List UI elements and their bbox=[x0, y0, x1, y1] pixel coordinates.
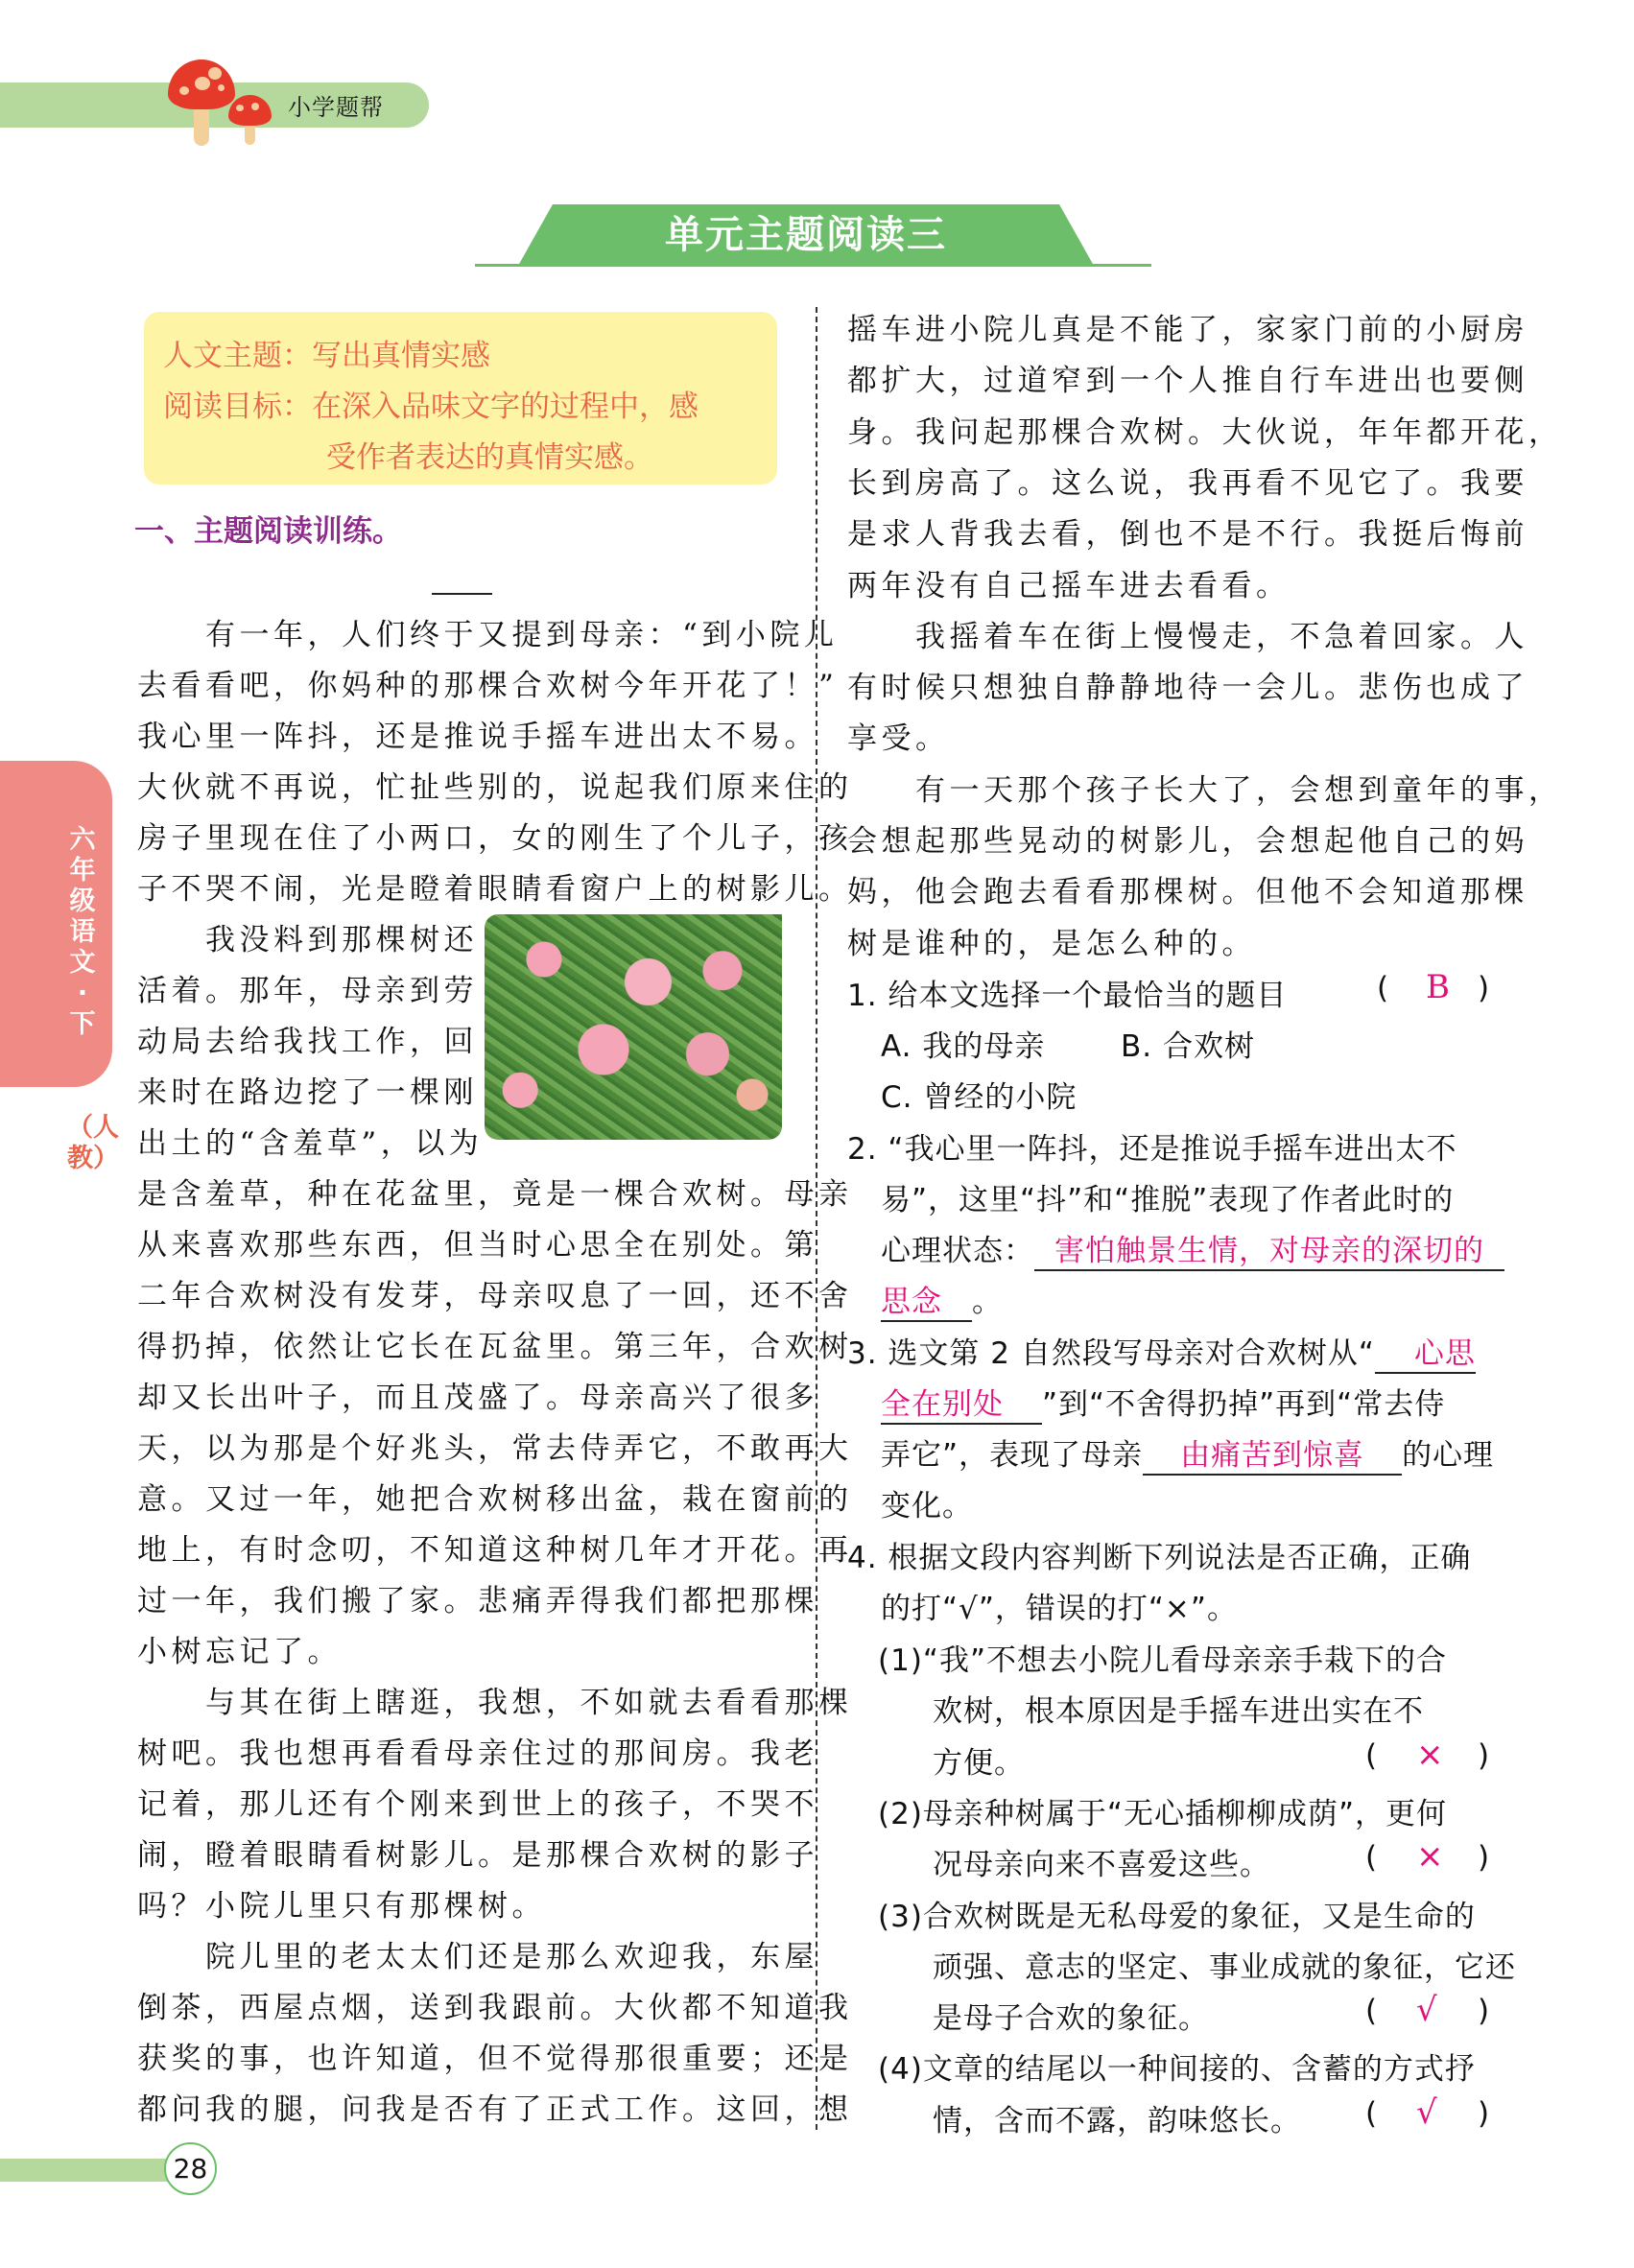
passage-line: 去看看吧，你妈种的那棵合欢树今年开花了！” bbox=[137, 669, 839, 703]
passage-line: 记着，那儿还有个刚来到世上的孩子，不哭不 bbox=[137, 1787, 818, 1822]
mushroom-small-icon bbox=[228, 95, 272, 145]
passage-line: 倒茶，西屋点烟，送到我跟前。大伙都不知道我 bbox=[137, 1991, 853, 2025]
q4-item-3-line: (3)合欢树既是无私母爱的象征，又是生命的 bbox=[878, 1899, 1476, 1934]
q4-paren-open: ( bbox=[1365, 1737, 1378, 1773]
passage-line: 摇车进小院儿真是不能了，家家门前的小厨房 bbox=[847, 313, 1528, 347]
q4-item-2-mark: × bbox=[1416, 1837, 1444, 1877]
q4-item-1-line: 欢树，根本原因是手摇车进出实在不 bbox=[933, 1694, 1424, 1730]
passage-line: 享受。 bbox=[847, 721, 950, 757]
target-label-line2: 受作者表达的真情实感。 bbox=[326, 440, 653, 475]
page-title: 单元主题阅读三 bbox=[665, 213, 947, 257]
q4-paren-open: ( bbox=[1365, 1840, 1378, 1876]
q4-item-4-mark: √ bbox=[1416, 2092, 1437, 2132]
passage-title-blank bbox=[432, 593, 492, 595]
passage-line: 过一年，我们搬了家。悲痛弄得我们都把那棵 bbox=[137, 1584, 818, 1618]
question-3-line3 bbox=[881, 1430, 1494, 1476]
passage-line: 两年没有自己摇车进去看看。 bbox=[847, 568, 1291, 603]
question-3-line1 bbox=[847, 1329, 1476, 1374]
q1-paren-open: ( bbox=[1377, 971, 1389, 1005]
q3-answer2-blank: 由痛苦到惊喜 bbox=[1143, 1430, 1402, 1476]
edition-label: （人教） bbox=[67, 1113, 119, 1173]
passage-line: 有时候只想独自静静地待一会儿。悲伤也成了 bbox=[847, 671, 1528, 706]
passage-line: 我没料到那棵树还 bbox=[137, 923, 478, 957]
passage-line: 出土的“含羞草”，以为 bbox=[137, 1126, 484, 1161]
passage-line: 长到房高了。这么说，我再看不见它了。我要 bbox=[847, 465, 1528, 501]
q4-item-3-mark: √ bbox=[1416, 1991, 1437, 2030]
grade-label: 六年级语文·下 bbox=[69, 825, 96, 1039]
page-number: 28 bbox=[164, 2142, 217, 2195]
passage-line: 子不哭不闹，光是瞪着眼睛看窗户上的树影儿。 bbox=[137, 872, 853, 907]
passage-line: 都扩大，过道窄到一个人推自行车进出也要侧 bbox=[847, 364, 1528, 399]
question-1: 1. 给本文选择一个最恰当的题目 bbox=[847, 979, 1288, 1013]
question-2-line4 bbox=[881, 1277, 1003, 1322]
passage-line: 树吧。我也想再看看母亲住过的那间房。我老 bbox=[137, 1736, 818, 1771]
q3-answer1-blank-a: 心思 bbox=[1375, 1329, 1476, 1374]
q2-end: 。 bbox=[972, 1285, 1003, 1319]
passage-line: 动局去给我找工作，回 bbox=[137, 1025, 478, 1059]
passage-line: 闹，瞪着眼睛看树影儿。是那棵合欢树的影子 bbox=[137, 1838, 818, 1873]
q4-paren-close: ) bbox=[1478, 2095, 1490, 2131]
q4-paren-open: ( bbox=[1365, 1994, 1378, 2029]
q1-answer: B bbox=[1426, 968, 1450, 1006]
passage-line: 小树忘记了。 bbox=[137, 1635, 342, 1669]
q3-answer1-blank-b: 全在别处 bbox=[881, 1380, 1042, 1425]
passage-line: 从来喜欢那些东西，但当时心思全在别处。第 bbox=[137, 1228, 818, 1263]
q3-line3-suffix: 的心理 bbox=[1402, 1438, 1495, 1473]
passage-line: 大伙就不再说，忙扯些别的，说起我们原来住的 bbox=[137, 770, 853, 805]
theme-label: 人文主题：写出真情实感 bbox=[163, 339, 490, 373]
q4-item-3-line: 顽强、意志的坚定、事业成就的象征，它还 bbox=[933, 1949, 1516, 1985]
brand-name: 小学题帮 bbox=[288, 94, 384, 121]
passage-line: 树是谁种的，是怎么种的。 bbox=[847, 926, 1256, 961]
q1-paren-close: ) bbox=[1478, 971, 1490, 1005]
q4-paren-close: ) bbox=[1478, 1994, 1490, 2029]
silk-tree-photo bbox=[485, 914, 782, 1140]
passage-line: 是含羞草，种在花盆里，竟是一棵合欢树。母亲 bbox=[137, 1177, 853, 1212]
passage-line: 活着。那年，母亲到劳 bbox=[137, 974, 478, 1008]
passage-line: 有一天那个孩子长大了，会想到童年的事， bbox=[847, 772, 1563, 808]
column-divider bbox=[816, 307, 817, 2130]
q4-item-4-line: 情，含而不露，韵味悠长。 bbox=[933, 2103, 1301, 2138]
passage-line: 身。我问起那棵合欢树。大伙说，年年都开花， bbox=[847, 414, 1563, 450]
passage-line: 与其在街上瞎逛，我想，不如就去看看那棵 bbox=[137, 1686, 853, 1720]
passage-line: 地上，有时念叨，不知道这种树几年才开花。再 bbox=[137, 1533, 853, 1568]
passage-line: 都问我的腿，问我是否有了正式工作。这回，想 bbox=[137, 2092, 853, 2127]
q4-paren-close: ) bbox=[1478, 1840, 1490, 1876]
q4-item-1-mark: × bbox=[1416, 1735, 1444, 1774]
question-4-line2: 的打“√”，错误的打“×”。 bbox=[881, 1592, 1238, 1626]
passage-line: 得扔掉，依然让它长在瓦盆里。第三年，合欢树 bbox=[137, 1330, 853, 1364]
q4-item-4-line: (4)文章的结尾以一种间接的、含蓄的方式抒 bbox=[878, 2052, 1476, 2088]
question-4-line1: 4. 根据文段内容判断下列说法是否正确，正确 bbox=[847, 1541, 1472, 1575]
question-3-line2 bbox=[881, 1380, 1445, 1425]
passage-line: 来时在路边挖了一棵刚 bbox=[137, 1075, 478, 1110]
q4-item-1-line: (1)“我”不想去小院儿看母亲亲手栽下的合 bbox=[878, 1643, 1448, 1678]
passage-line: 我摇着车在街上慢慢走，不急着回家。人 bbox=[847, 619, 1528, 654]
question-2-line1: 2. “我心里一阵抖，还是推说手摇车进出太不 bbox=[847, 1132, 1457, 1167]
q1-option-a: A. 我的母亲 bbox=[881, 1029, 1046, 1064]
footer-bar bbox=[0, 2159, 168, 2182]
passage-line: 天，以为那是个好兆头，常去侍弄它，不敢再大 bbox=[137, 1431, 853, 1466]
q3-mid: ”到“不舍得扔掉”再到“常去侍 bbox=[1042, 1387, 1446, 1422]
passage-line: 院儿里的老太太们还是那么欢迎我，东屋 bbox=[137, 1940, 818, 1974]
q4-item-1-line: 方便。 bbox=[933, 1745, 1025, 1781]
q4-item-3-line: 是母子合欢的象征。 bbox=[933, 2001, 1209, 2037]
question-2-line3 bbox=[881, 1226, 1504, 1271]
q1-option-c: C. 曾经的小院 bbox=[881, 1080, 1077, 1115]
passage-line: 是求人背我去看，倒也不是不行。我挺后悔前 bbox=[847, 517, 1528, 553]
q4-paren-open: ( bbox=[1365, 2095, 1378, 2131]
q2-answer-blank-1: 害怕触景生情，对母亲的深切的 bbox=[1034, 1226, 1504, 1271]
passage-line: 二年合欢树没有发芽，母亲叹息了一回，还不舍 bbox=[137, 1279, 853, 1313]
passage-line: 吗？小院儿里只有那棵树。 bbox=[137, 1889, 546, 1924]
question-3-line4: 变化。 bbox=[881, 1489, 973, 1524]
q2-answer-blank-2: 思念 bbox=[881, 1277, 972, 1322]
question-2-line2: 易”，这里“抖”和“推脱”表现了作者此时的 bbox=[881, 1183, 1455, 1217]
q3-prefix: 3. 选文第 2 自然段写母亲对合欢树从“ bbox=[847, 1336, 1375, 1371]
passage-line: 会想起那些晃动的树影儿，会想起他自己的妈 bbox=[847, 824, 1528, 859]
passage-line: 意。又过一年，她把合欢树移出盆，栽在窗前的 bbox=[137, 1482, 853, 1517]
passage-line: 有一年，人们终于又提到母亲：“到小院儿 bbox=[137, 618, 839, 652]
passage-line: 却又长出叶子，而且茂盛了。母亲高兴了很多 bbox=[137, 1381, 818, 1415]
q2-prefix: 心理状态： bbox=[881, 1234, 1034, 1268]
passage-line: 获奖的事，也许知道，但不觉得那很重要；还是 bbox=[137, 2042, 853, 2076]
q4-item-2-line: (2)母亲种树属于“无心插柳柳成荫”，更何 bbox=[878, 1796, 1448, 1831]
q1-option-b: B. 合欢树 bbox=[1121, 1029, 1255, 1064]
mushroom-large-icon bbox=[168, 59, 235, 146]
target-label-line1: 阅读目标：在深入品味文字的过程中，感 bbox=[163, 390, 699, 424]
q4-item-2-line: 况母亲向来不喜爱这些。 bbox=[933, 1848, 1270, 1883]
passage-line: 我心里一阵抖，还是推说手摇车进出太不易。 bbox=[137, 720, 818, 754]
q3-line3-prefix: 弄它”，表现了母亲 bbox=[881, 1438, 1144, 1473]
section-heading: 一、主题阅读训练。 bbox=[134, 514, 402, 549]
passage-line: 房子里现在住了小两口，女的刚生了个儿子，孩 bbox=[137, 821, 853, 856]
passage-line: 妈，他会跑去看看那棵树。但他不会知道那棵 bbox=[847, 875, 1528, 910]
q4-paren-close: ) bbox=[1478, 1737, 1490, 1773]
